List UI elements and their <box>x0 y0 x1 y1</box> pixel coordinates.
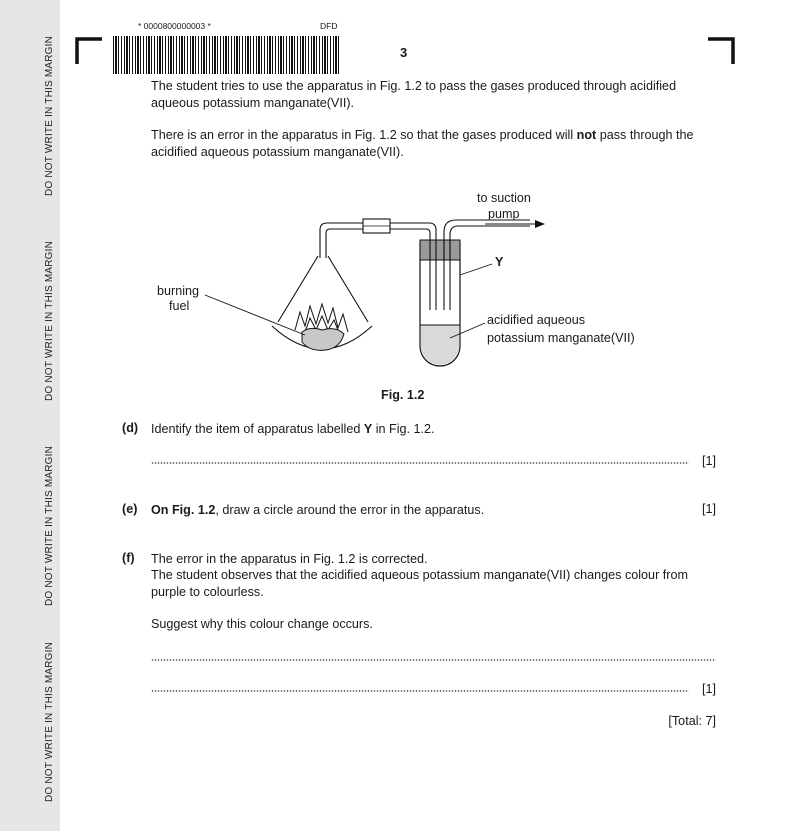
arrow-icon <box>535 220 545 228</box>
question-d-label: (d) <box>122 421 139 435</box>
outlet-tube-outer <box>444 220 530 310</box>
barcode-side-code: DFD <box>320 21 338 31</box>
figure-caption: Fig. 1.2 <box>381 388 425 402</box>
intro-paragraph-2: There is an error in the apparatus in Fig. 1.2 so that the gases produced will not pass through the acidified aqueous potassium manganate(VII). <box>151 128 694 159</box>
manganate-solution <box>421 325 459 365</box>
answer-line-f-2[interactable] <box>151 690 689 692</box>
intro-paragraph-1: The student tries to use the apparatus in Fig. 1.2 to pass the gases produced through acidified aqueous potassium manganate(VII). <box>151 79 677 110</box>
question-f-line-1: The error in the apparatus in Fig. 1.2 is corrected. <box>151 552 428 566</box>
delivery-tube-inner <box>326 229 430 310</box>
margin-warning: DO NOT WRITE IN THIS MARGIN <box>44 445 55 606</box>
mark-e: [1] <box>701 502 716 516</box>
question-e-text: On Fig. 1.2, draw a circle around the error in the apparatus. <box>151 503 485 517</box>
outlet-tube-inner <box>450 226 530 310</box>
margin-warning: DO NOT WRITE IN THIS MARGIN <box>44 35 55 196</box>
question-f-line-2: The student observes that the acidified aqueous potassium manganate(VII) changes colour from purple to colourless. <box>151 568 688 599</box>
apparatus-diagram <box>140 180 700 380</box>
total-marks: [Total: 7] <box>668 714 716 728</box>
corner-mark-left <box>74 36 104 66</box>
question-f-label: (f) <box>122 551 135 565</box>
answer-line-f-1[interactable] <box>151 659 716 661</box>
question-d-text: Identify the item of apparatus labelled Y in Fig. 1.2. <box>151 422 435 436</box>
label-acidified-aqueous: acidified aqueous <box>487 313 586 327</box>
barcode-text: * 0000800000003 * <box>138 21 211 31</box>
margin-warning: DO NOT WRITE IN THIS MARGIN <box>44 240 55 401</box>
margin-warning: DO NOT WRITE IN THIS MARGIN <box>44 641 55 802</box>
corner-mark-right <box>706 36 736 66</box>
label-y: Y <box>495 255 504 269</box>
bung <box>420 240 460 260</box>
label-potassium-manganate: potassium manganate(VII) <box>487 331 635 345</box>
label-to-suction: to suction <box>477 191 531 205</box>
page-number: 3 <box>400 45 408 60</box>
mark-f: [1] <box>701 682 716 696</box>
barcode <box>113 36 340 74</box>
question-f-line-3: Suggest why this colour change occurs. <box>151 617 373 631</box>
label-fuel: fuel <box>169 299 190 313</box>
label-pump: pump <box>488 207 520 221</box>
answer-line-d[interactable] <box>151 462 689 464</box>
mark-d: [1] <box>701 454 716 468</box>
question-e-label: (e) <box>122 502 138 516</box>
label-burning: burning <box>157 284 200 298</box>
